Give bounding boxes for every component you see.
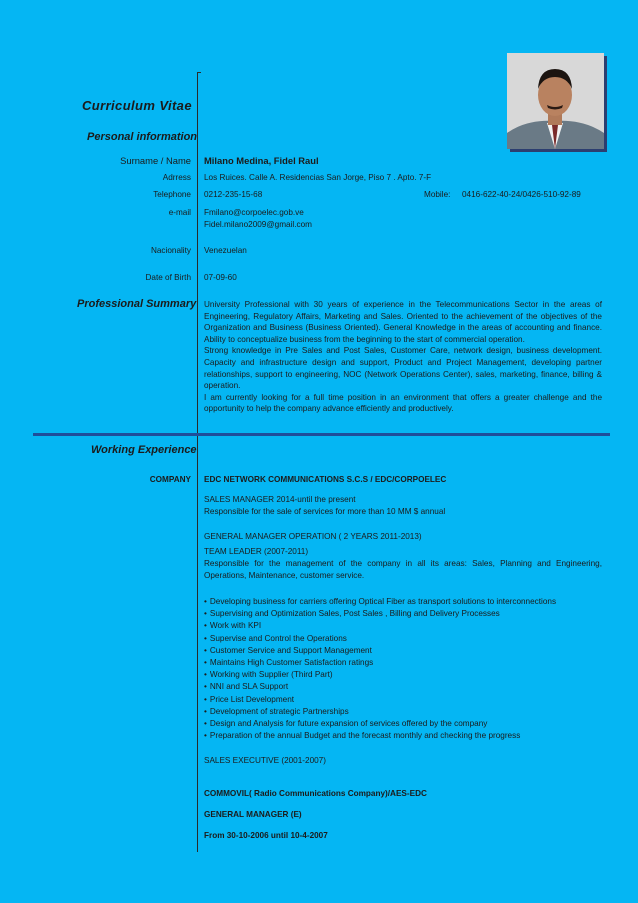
mobile-value: 0416-622-40-24/0426-510-92-89	[462, 190, 581, 199]
dob-value: 07-09-60	[204, 273, 237, 282]
responsibility-item: • Design and Analysis for future expansion of services offered by the company	[204, 718, 556, 730]
role-description: Responsible for the management of the company in all its areas: Sales, Planning and Engineering, Operations, Maintenance, customer service.	[204, 559, 602, 580]
role-dates: From 30-10-2006 until 10-4-2007	[204, 831, 328, 840]
company-name: COMMOVIL( Radio Communications Company)/AES-EDC	[204, 789, 427, 798]
cv-title: Curriculum Vitae	[82, 98, 192, 113]
company-name: EDC NETWORK COMMUNICATIONS S.C.S / EDC/CORPOELEC	[204, 475, 447, 484]
profile-photo	[507, 53, 604, 149]
responsibility-item: • Price List Development	[204, 694, 556, 706]
responsibility-item: • Development of strategic Partnerships	[204, 706, 556, 718]
responsibility-item: • Maintains High Customer Satisfaction ratings	[204, 657, 556, 669]
responsibility-list	[204, 596, 556, 742]
email-primary: Fmilano@corpoelec.gob.ve	[204, 208, 304, 217]
responsibility-item: • Customer Service and Support Management	[204, 645, 556, 657]
nationality-value: Venezuelan	[204, 246, 247, 255]
dob-label: Date of Birth	[145, 273, 191, 282]
column-divider	[197, 72, 198, 852]
mobile-label: Mobile:	[424, 190, 451, 199]
role-description: Responsible for the sale of services for more than 10 MM $ annual	[204, 507, 446, 516]
summary-paragraph: I am currently looking for a full time position in an environment that offers a greater challenge and the opportunity to help the company advance efficiently and productively.	[204, 392, 602, 414]
role-title: SALES EXECUTIVE (2001-2007)	[204, 756, 326, 765]
personal-info-heading: Personal information	[87, 131, 198, 143]
surname-label: Surname / Name	[120, 155, 191, 166]
role-title: GENERAL MANAGER (E)	[204, 810, 302, 819]
surname-value: Milano Medina, Fidel Raul	[204, 155, 319, 166]
summary-paragraph: University Professional with 30 years of experience in the Telecommunications Sector in the areas of Engineering, Regulatory Affairs, Marketing and Sales. Oriented to the achievement of the objectives of the Organization and Business (Business Oriented). General Knowledge in the areas of accounting and finance. Ability to conceptualize business from the beginning to the start of commercial operation.	[204, 300, 602, 344]
address-label: Adrress	[162, 173, 191, 182]
responsibility-item: • Working with Supplier (Third Part)	[204, 669, 556, 681]
telephone-label: Telephone	[153, 190, 191, 199]
section-separator	[33, 433, 610, 436]
responsibility-item: • NNI and SLA Support	[204, 681, 556, 693]
role-title: TEAM LEADER (2007-2011)	[204, 547, 309, 556]
company-label: COMPANY	[149, 475, 191, 484]
top-tick	[198, 72, 201, 73]
responsibility-item: • Developing business for carriers offering Optical Fiber as transport solutions to interconnections	[204, 596, 556, 608]
summary-text	[204, 299, 602, 415]
summary-heading: Professional Summary	[77, 298, 197, 310]
role-title: SALES MANAGER 2014-until the present	[204, 495, 356, 504]
address-value: Los Ruices. Calle A. Residencias San Jorge, Piso 7 . Apto. 7-F	[204, 173, 432, 182]
telephone-value: 0212-235-15-68	[204, 190, 263, 199]
responsibility-item: • Work with KPI	[204, 620, 556, 632]
work-heading: Working Experience	[91, 444, 197, 456]
summary-paragraph: Strong knowledge in Pre Sales and Post Sales, Customer Care, network design, business development. Capacity and infrastructure design and support, Product and Project Management, developing partner relationships, support to engineering, NOC (Network Operations Center), sales, marketing, finance, billing & operation.	[204, 346, 602, 391]
email-secondary: Fidel.milano2009@gmail.com	[204, 220, 312, 229]
responsibility-item: • Supervising and Optimization Sales, Post Sales , Billing and Delivery Processes	[204, 608, 556, 620]
responsibility-item: • Preparation of the annual Budget and the forecast monthly and checking the progress	[204, 730, 556, 742]
role-title: GENERAL MANAGER OPERATION ( 2 YEARS 2011-2013)	[204, 532, 422, 541]
nationality-label: Nacionality	[150, 246, 191, 255]
email-label: e-mail	[168, 208, 191, 217]
responsibility-item: • Supervise and Control the Operations	[204, 633, 556, 645]
